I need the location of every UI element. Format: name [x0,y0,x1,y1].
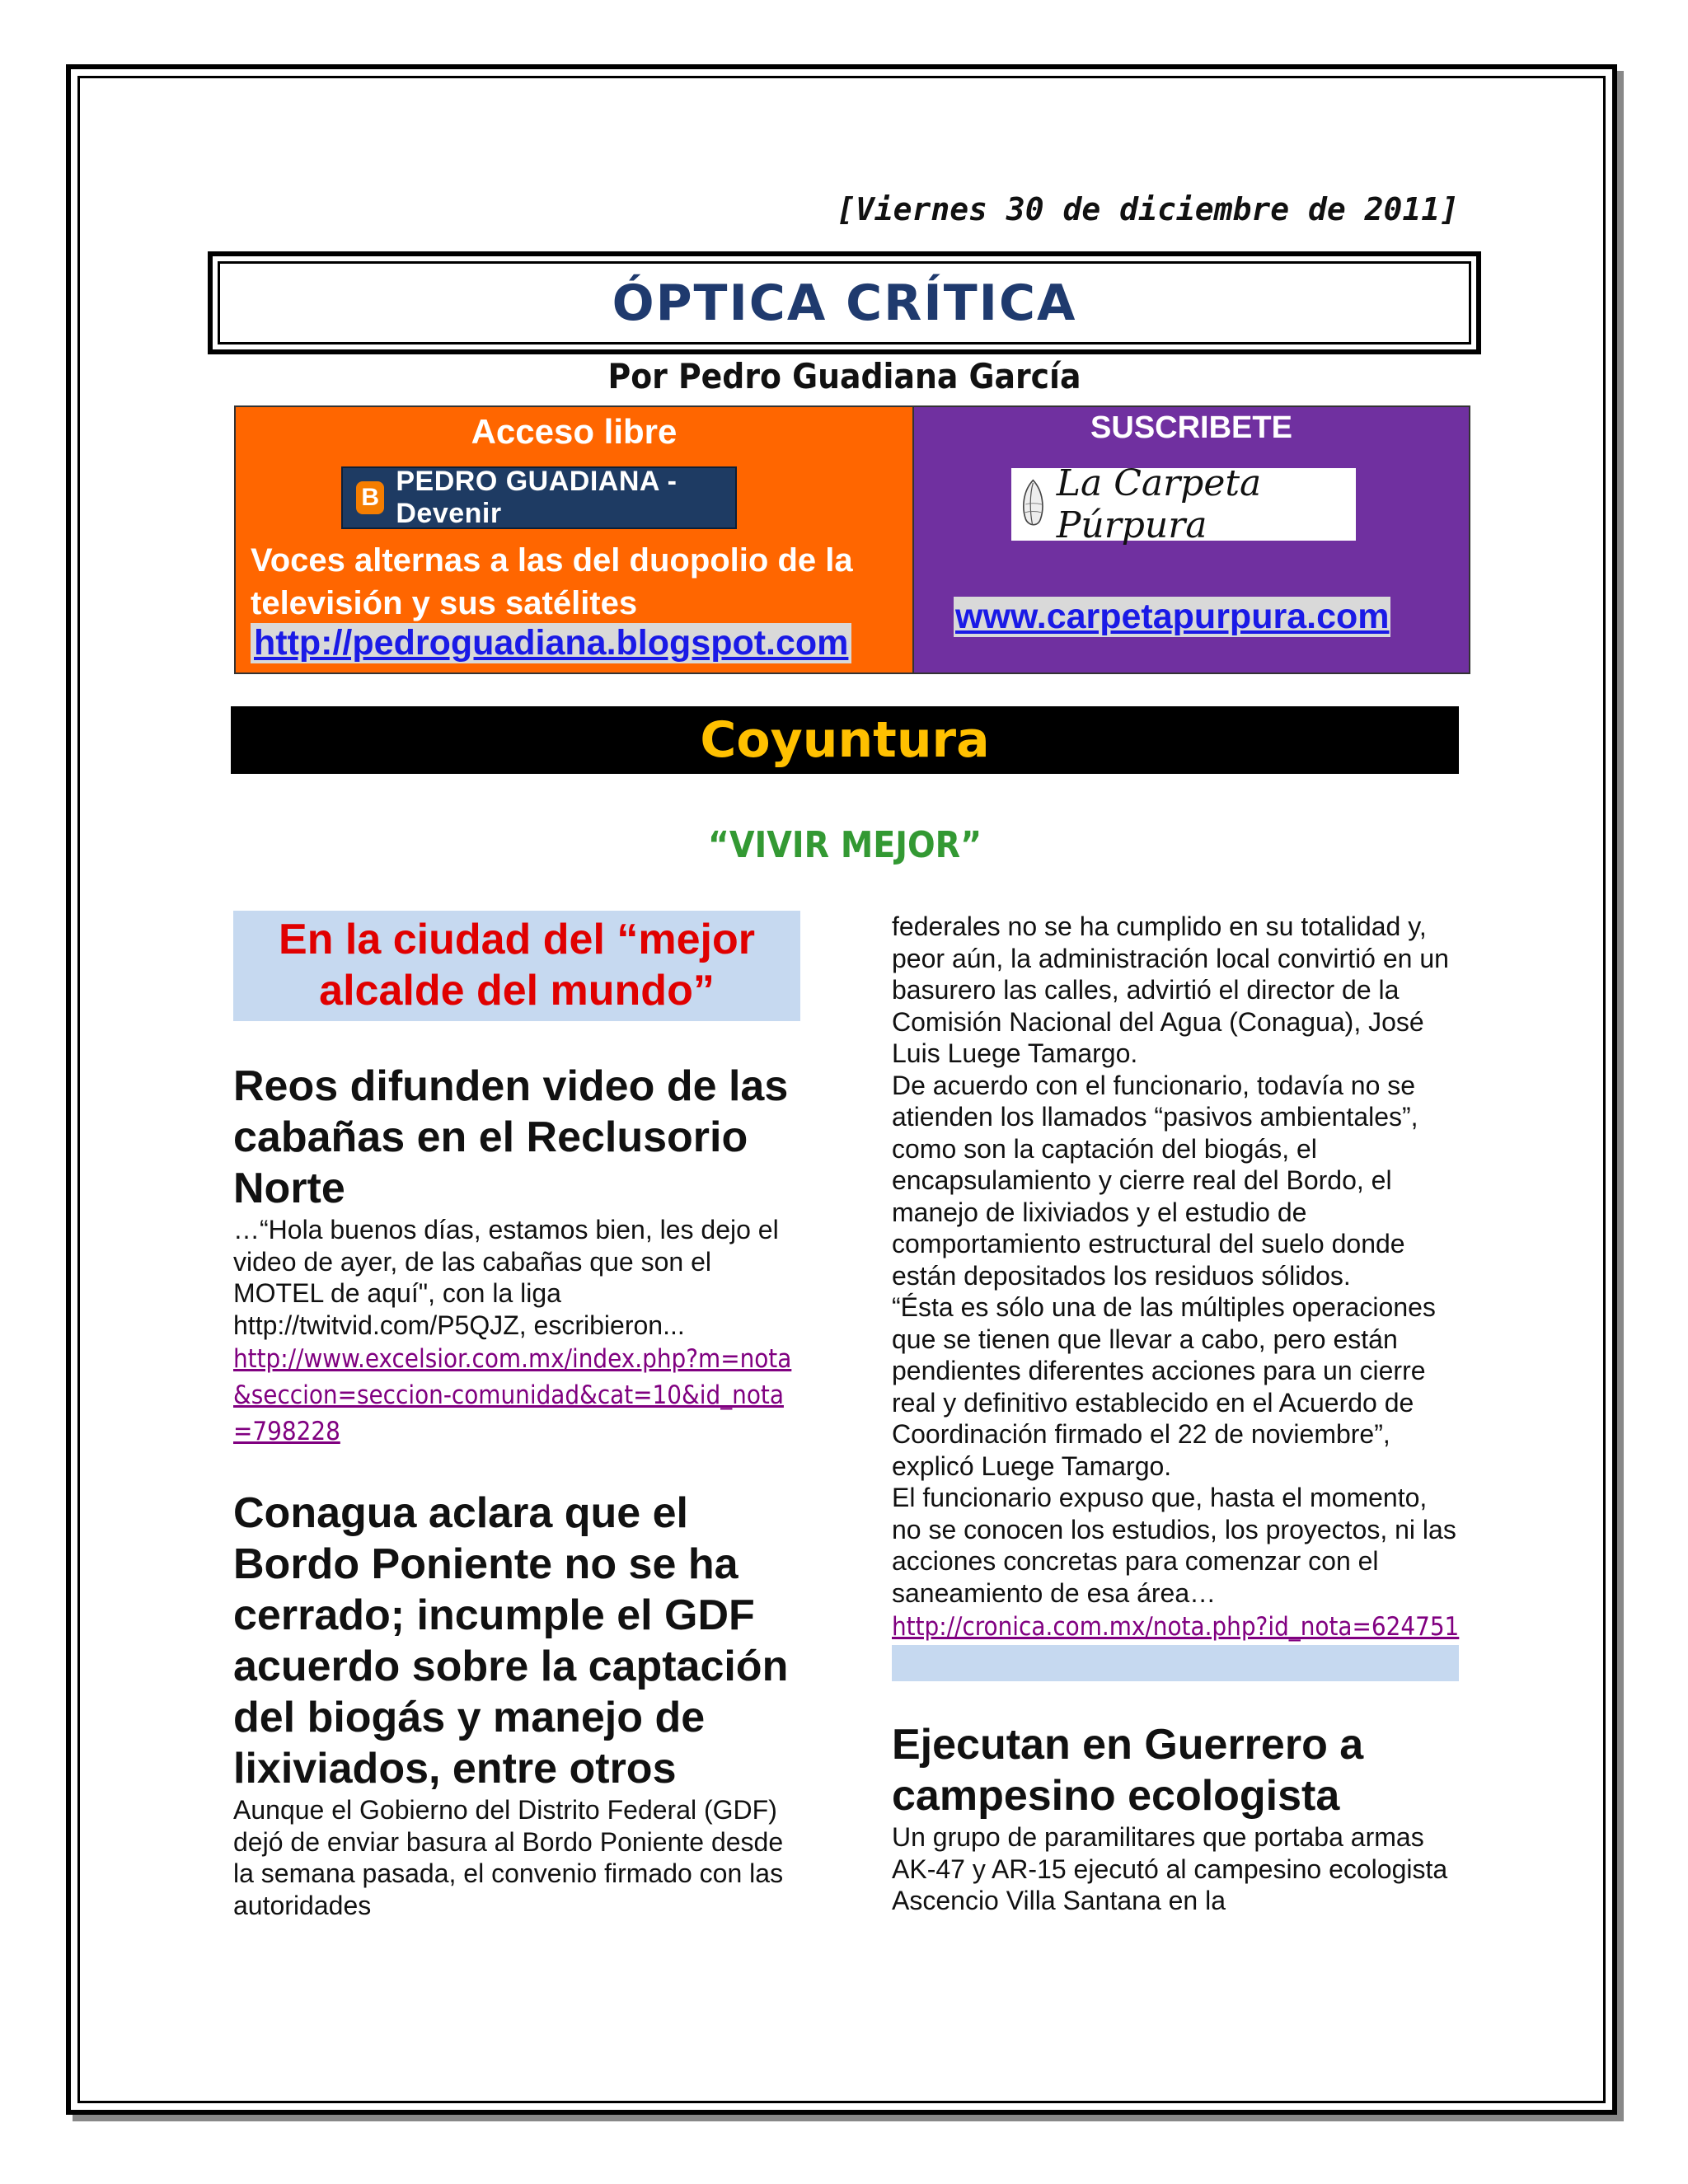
section-title: Coyuntura [700,711,990,769]
promo-banner [234,405,1470,674]
article-headline: Ejecutan en Guerrero a campesino ecologista [892,1721,1364,1820]
carpeta-logo-text: La Carpeta Púrpura [1056,462,1262,546]
blog-link[interactable]: http://pedroguadiana.blogspot.com [251,623,851,663]
promo-subscribe [914,407,1469,673]
section-banner [231,706,1459,774]
article-link[interactable]: http://www.excelsior.com.mx/index.php?m=nota&seccion=seccion-comunidad&cat=10&id_nota=798228 [233,1344,792,1446]
article-body: Aunque el Gobierno del Distrito Federal (GDF) dejó de enviar basura al Bordo Poniente desde la semana pasada, el convenio firmado con las autoridades [233,1795,784,1920]
promo-tagline: Voces alternas a las del duopolio de la televisión y sus satélites [251,542,853,621]
carpeta-link[interactable]: www.carpetapurpura.com [955,597,1390,636]
subscribe-heading: SUSCRIBETE [1090,410,1292,445]
subsection-title: “VIVIR MEJOR” [707,824,982,866]
blogger-icon: B [356,481,384,514]
article-body-paragraph: El funcionario expuso que, hasta el momento, no se conocen los estudios, los proyectos, ni las acciones concretas para comenzar con el saneamiento de esa área… [892,1483,1456,1608]
free-access-heading: Acceso libre [471,412,678,451]
issue-date: [Viernes 30 de diciembre de 2011] [837,191,1459,227]
article-body-paragraph: “Ésta es sólo una de las múltiples operaciones que se tienen que llevar a cabo, pero están pendientes diferentes acciones para un cierre real y definitivo establecido en el Acuerdo de Coordinación firmado el 22 de noviembre”, explicó Luege Tamargo. [892,1292,1436,1481]
article-body-paragraph: De acuerdo con el funcionario, todavía no se atienden los llamados “pasivos ambientales”, como son la captación del biogás, el encapsulamiento y cierre real del Bordo, el manejo de lixiviados y el estudio de comportamiento estructural del suelo donde están depositados los residuos sólidos. [892,1070,1418,1291]
column-box-title: En la ciudad del “mejor alcalde del mundo” [233,911,800,1021]
article-body: …“Hola buenos días, estamos bien, les dejo el video de ayer, de las cabañas que son el MOTEL de aquí", con la liga http://twitvid.com/P5QJZ, escribieron... [233,1215,779,1340]
article-body: Un grupo de paramilitares que portaba armas AK-47 y AR-15 ejecutó al campesino ecologista Ascencio Villa Santana en la [892,1822,1448,1915]
title-box [208,251,1481,354]
carpeta-purpura-logo[interactable] [1011,462,1356,546]
blogger-badge[interactable] [341,466,737,529]
blogger-badge-text: PEDRO GUADIANA - Devenir [396,466,678,529]
article-body-paragraph: federales no se ha cumplido en su totalidad y, peor aún, la administración local convirtió en un basurero las calles, advirtió el director de la Comisión Nacional del Agua (Conagua), José Luis Luege Tamargo. [892,912,1449,1068]
article-headline: Reos difunden video de las cabañas en el Reclusorio Norte [233,1062,789,1212]
article-headline: Conagua aclara que el Bordo Poniente no se ha cerrado; incumple el GDF acuerdo sobre la captación del biogás y manejo de lixiviados, entre otros [233,1489,789,1793]
shell-icon [1016,471,1050,537]
byline: Por Pedro Guadiana García [607,356,1081,396]
separator-bar [892,1645,1459,1681]
right-column [892,911,1461,1917]
article-link[interactable]: http://cronica.com.mx/nota.php?id_nota=624751 [892,1612,1460,1642]
promo-free-access [236,407,914,673]
publication-title: ÓPTICA CRÍTICA [612,274,1077,332]
left-column [233,911,802,1921]
